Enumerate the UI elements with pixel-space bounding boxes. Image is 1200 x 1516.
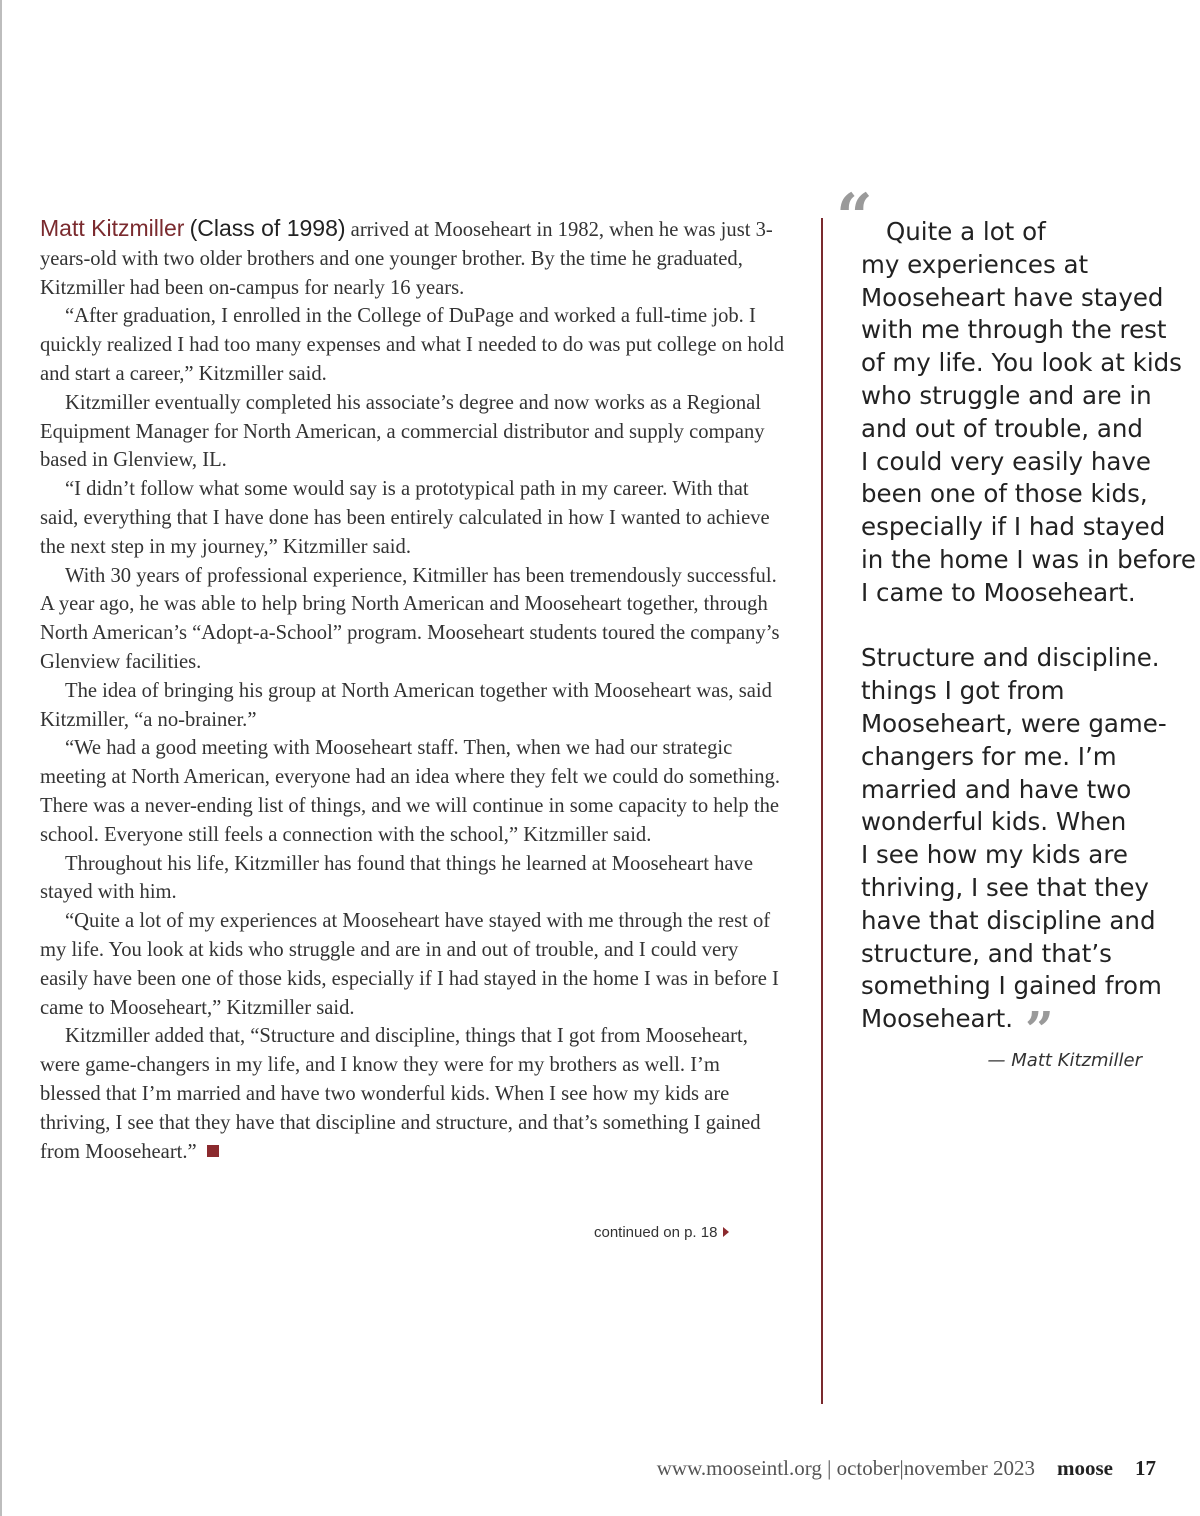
pull-quote-line-last: [861, 1000, 1181, 1060]
pull-quote-line: have that discipline and: [861, 905, 1156, 935]
footer-separator: |: [821, 1456, 837, 1480]
pull-quote-line: married and have two: [861, 774, 1132, 804]
pull-quote-line: changers for me. I’m: [861, 741, 1117, 771]
pull-quote-line: who struggle and are in: [861, 380, 1152, 410]
end-of-article-mark: [207, 1145, 219, 1157]
article-paragraph: Kitzmiller eventually completed his associate’s degree and now works as a Regional Equipment Manager for North American, a commercial distributor and supply company based in Glenview, IL.: [40, 391, 765, 472]
lead-name: Matt Kitzmiller: [40, 215, 185, 241]
footer-month-1: october: [836, 1456, 900, 1480]
pull-quote-line: been one of those kids,: [861, 479, 1148, 509]
article-paragraph: “Quite a lot of my experiences at Mooseheart have stayed with me through the rest of my life. You look at kids who struggle and are in and out of trouble, and I could very easily have been one of those kids, especially if I had stayed in the home I was in before I came to Mooseheart,” Kitzmiller said.: [40, 910, 779, 1019]
pull-quote-line: especially if I had stayed: [861, 512, 1166, 542]
continued-link[interactable]: [594, 1224, 729, 1241]
pull-quote-line: Quite a lot of: [886, 217, 1046, 246]
pull-quote-line: my experiences at: [861, 249, 1089, 279]
lead-paragraph: [40, 214, 785, 302]
article-paragraph: “I didn’t follow what some would say is a prototypical path in my career. With that said, everything that I have done has been entirely calculated in how I wanted to achieve the next step in my journey,” Kitzmiller said.: [40, 478, 770, 558]
article-paragraph: Throughout his life, Kitzmiller has found that things he learned at Mooseheart have stayed with him.: [40, 852, 753, 904]
pull-quote-line: thriving, I see that they: [861, 872, 1149, 902]
lead-text: arrived at Mooseheart in 1982, when he was just 3-years-old with two older brothers and one younger brother. By the time he graduated, Kitzmiller had been on-campus for nearly 16 years.: [40, 219, 773, 299]
page-number: 17: [1135, 1456, 1156, 1480]
pull-quote: [861, 216, 1196, 1060]
pull-quote-line: I came to Mooseheart.: [861, 577, 1136, 607]
footer-separator: |: [899, 1456, 904, 1480]
pull-quote-line: Structure and discipline.: [861, 643, 1160, 673]
open-quote-icon: “: [836, 180, 873, 255]
pull-quote-line: structure, and that’s: [861, 938, 1112, 968]
page-edge-rule: [0, 0, 2, 1516]
article-paragraph-text: Kitzmiller added that, “Structure and discipline, things that I got from Mooseheart, were game-changers in my life, and I know they were for my brothers as well. I’m blessed that I’m married and have two wonderful kids. When I see how my kids are thriving, I see that they have that discipline and structure, and that’s something I gained from Mooseheart.”: [40, 1025, 761, 1163]
article-paragraph: The idea of bringing his group at North American together with Mooseheart was, said Kitzmiller, “a no-brainer.”: [40, 679, 772, 731]
footer-month-2: november 2023: [903, 1456, 1035, 1480]
lead-class: (Class of 1998): [189, 215, 346, 241]
article-paragraph: “After graduation, I enrolled in the College of DuPage and worked a full-time job. I quickly realized I had too many expenses and what I needed to do was put college on hold and start a career,” Kitzmiller said.: [40, 305, 785, 385]
pull-quote-line: and out of trouble, and: [861, 413, 1143, 443]
pull-quote-line: in the home I was in before: [861, 544, 1196, 574]
pull-quote-attribution: — Matt Kitzmiller: [987, 1050, 1142, 1071]
page-footer: [657, 1456, 1156, 1481]
pull-quote-line: with me through the rest: [861, 315, 1167, 345]
pull-quote-line: I could very easily have: [861, 446, 1151, 476]
pull-quote-line-text: Mooseheart.: [861, 1004, 1014, 1034]
pull-quote-line: Mooseheart have stayed: [861, 282, 1164, 312]
article-paragraph: “We had a good meeting with Mooseheart staff. Then, when we had our strategic meeting at North American, everyone had an idea where they felt we could do something. There was a never-ending list of things, and we will continue in some capacity to help the school. Everyone still feels a connection with the school,” Kitzmiller said.: [40, 737, 780, 846]
column-divider: [821, 218, 823, 1404]
pull-quote-line: Mooseheart, were game-: [861, 708, 1167, 738]
pull-quote-line: things I got from: [861, 676, 1065, 706]
footer-brand: moose: [1057, 1456, 1113, 1480]
arrow-right-icon: [723, 1227, 729, 1237]
article-paragraph: With 30 years of professional experience, Kitmiller has been tremendously successful. A year ago, he was able to help bring North American and Mooseheart together, through North American’s “Adopt-a-School” program. Mooseheart students toured the company’s Glenview facilities.: [40, 564, 780, 673]
pull-quote-line: I see how my kids are: [861, 840, 1128, 870]
pull-quote-gap: [861, 610, 1181, 643]
pull-quote-line: wonderful kids. When: [861, 807, 1127, 837]
close-quote-icon: ”: [1025, 1000, 1054, 1060]
continued-text: continued on p. 18: [594, 1224, 718, 1241]
pull-quote-line: of my life. You look at kids: [861, 348, 1182, 378]
footer-site-link[interactable]: www.mooseintl.org: [656, 1456, 822, 1480]
pull-quote-line: something I gained from: [861, 971, 1162, 1001]
article-body: [40, 214, 785, 1166]
article-paragraph-last: [40, 1022, 785, 1166]
